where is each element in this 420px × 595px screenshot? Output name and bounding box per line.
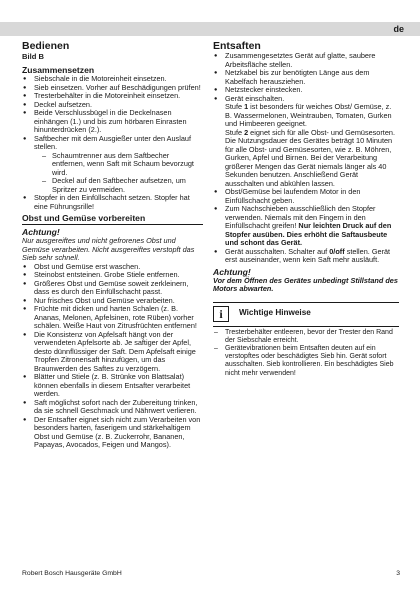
list-item: ● Netzkabel bis zur benötigten Länge aus dem Kabelfach herausziehen. <box>213 69 399 86</box>
stufe-1-text: ist besonders für weiches Obst/ Gemüse, z. B. Wassermelonen, Weintrauben, Tomaten, Gurken und Himbeeren geeignet. <box>225 102 392 128</box>
list-item: ● Blätter und Stiele (z. B. Strünke von Blattsalat) können ebenfalls in diesem Entsafter verarbeitet werden. <box>22 373 203 399</box>
list-item: ● Obst und Gemüse erst waschen. <box>22 263 203 272</box>
right-column <box>213 40 399 378</box>
list-item: ● Siebschale in die Motoreinheit einsetzen. <box>22 75 203 84</box>
list-item: ● Beide Verschlussbügel in die Deckelnasen einhängen (1.) und bis zum hörbaren Einrasten hinunterdrücken (2.). <box>22 109 203 135</box>
sub-list-item: – Schaumtrenner aus dem Saftbecher entfernen, wenn Saft mit Schaum bevorzugt wird. <box>34 152 203 178</box>
press-instruction: Nur leichten Druck auf den Stopfer ausüben. Dies erhöht die Saftausbeute und schont das Gerät. <box>225 221 392 247</box>
warning-text: Vor dem Öffnen des Gerätes unbedingt Stillstand des Motors abwarten. <box>213 275 398 293</box>
info-icon: i <box>213 306 229 322</box>
page-number: 3 <box>396 570 400 577</box>
list-item <box>213 248 399 265</box>
list-item: ● Steinobst entsteinen. Grobe Stiele entfernen. <box>22 271 203 280</box>
list-item-text: Gerät einschalten. <box>225 93 285 103</box>
left-column <box>22 40 203 450</box>
list-item: ● Netzstecker einstecken. <box>213 86 399 95</box>
stufe-word: Stufe <box>225 102 243 111</box>
stufe-word: Stufe <box>225 127 243 137</box>
list-item <box>22 135 203 195</box>
list-item: ● Sieb einsetzen. Vorher auf Beschädigungen prüfen! <box>22 84 203 93</box>
juicing-list <box>213 52 399 265</box>
switch-text-pre: Gerät ausschalten. Schalter auf <box>225 246 328 256</box>
hint-item: – Tresterbehälter entleeren, bevor der Trester den Rand der Siebschale erreicht. <box>213 329 399 345</box>
hint-item: – Gerätevibrationen beim Entsaften deuten auf ein verstopftes oder beschädigtes Sieb hin. Gerät sofort ausschalten. Sieb kontrollieren. Ein beschädigtes Sieb nicht mehr verwenden! <box>213 345 399 378</box>
list-item-text: Zum Nachschieben ausschließlich den Stopfer verwenden. Niemals mit den Fingern in den Einfüllschacht greifen! <box>225 204 376 230</box>
list-item: ● Die Konsistenz von Apfelsaft hängt von der verwendeten Apfelsorte ab. Je saftiger der Apfel, desto dünnflüssiger der Saft. Dem Apfelsaft einige Tropfen Zitronensaft hinzufügen, um das Braunwerden des Saftes zu verzögern. <box>22 331 203 374</box>
footer-company: Robert Bosch Hausgeräte GmbH <box>22 570 122 577</box>
list-item: ● Früchte mit dicken und harten Schalen (z. B. Ananas, Melonen, Apfelsinen, rote Rüben) vorher schälen. Weiße Haut von Zitrusfrüchten entfernen! <box>22 305 203 331</box>
sub-list-item: – Deckel auf den Saftbecher aufsetzen, um Spritzer zu vermeiden. <box>34 177 203 194</box>
warning-title: Achtung! <box>22 227 60 237</box>
assembly-heading: Zusammensetzen <box>22 65 95 75</box>
warning-title: Achtung! <box>213 266 251 277</box>
hint-list <box>213 326 399 378</box>
stufe-2-number: 2 <box>244 127 249 137</box>
list-item: ● Der Entsafter eignet sich nicht zum Verarbeiten von besonders harten, faserigem und stärkehaltigem Obst und Gemüse (z. B. Zuckerrohr, Bananen, Papayas, Avocados, Feigen und Mangos). <box>22 416 203 450</box>
list-item: ● Größeres Obst und Gemüse soweit zerkleinern, dass es durch den Einfüllschacht passt. <box>22 280 203 297</box>
hint-box <box>213 302 399 378</box>
list-item-text: Saftbecher mit dem Ausgießer unter den Auslauf stellen. <box>34 133 191 151</box>
warning-text: Nur ausgereiftes und nicht gefrorenes Obst und Gemüse verarbeiten. Nicht ausgereiftes verstopft das Sieb sehr schnell. <box>22 236 195 262</box>
language-bar <box>0 22 420 36</box>
list-item: ● Nur frisches Obst und Gemüse verarbeiten. <box>22 297 203 306</box>
switch-text-post: stellen. Gerät erst auseinander, wenn kein Saft mehr ausläuft. <box>225 246 391 264</box>
assembly-list <box>22 75 203 211</box>
list-item: ● Obst/Gemüse bei laufendem Motor in den Einfüllschacht geben. <box>213 188 399 205</box>
prep-list <box>22 263 203 450</box>
sub-list <box>34 152 203 195</box>
language-tag: de <box>393 24 404 34</box>
switch-position: 0/off <box>329 246 345 256</box>
hint-title: Wichtige Hinweise <box>239 308 311 318</box>
duration-text: Die Nutzungsdauer des Gerätes beträgt 10 Minuten für alle Obst- und Gemüsesorten, wie z. B. Möhren, Gurken, Apfel und Birnen. Bei der Verarbeitung größerer Mengen das Gerät niemals länger als 40 Sekunden benutzen. Anschließend Gerät ausschalten und abkühlen lassen. <box>225 136 393 188</box>
stufe-1-number: 1 <box>244 102 249 111</box>
list-item: ● Deckel aufsetzen. <box>22 101 203 110</box>
section-title-entsaften: Entsaften <box>213 40 261 52</box>
list-item <box>213 95 399 189</box>
list-item: ● Saft möglichst sofort nach der Zubereitung trinken, da sie schnell Geschmack und Nährwert verlieren. <box>22 399 203 416</box>
list-item: ● Stopfer in den Einfüllschacht setzen. Stopfer hat eine Führungsrille! <box>22 194 203 211</box>
list-item: ● Zusammengesetztes Gerät auf glatte, saubere Arbeitsfläche stellen. <box>213 52 399 69</box>
stufe-2-text: eignet sich für alle Obst- und Gemüsesorten. <box>250 127 395 137</box>
prep-heading: Obst und Gemüse vorbereiten <box>22 213 203 225</box>
section-title-bedienen: Bedienen <box>22 40 70 52</box>
figure-reference: Bild B <box>22 52 44 61</box>
list-item: ● Tresterbehälter in die Motoreinheit einsetzen. <box>22 92 203 101</box>
hint-header <box>213 306 399 322</box>
list-item <box>213 205 399 248</box>
